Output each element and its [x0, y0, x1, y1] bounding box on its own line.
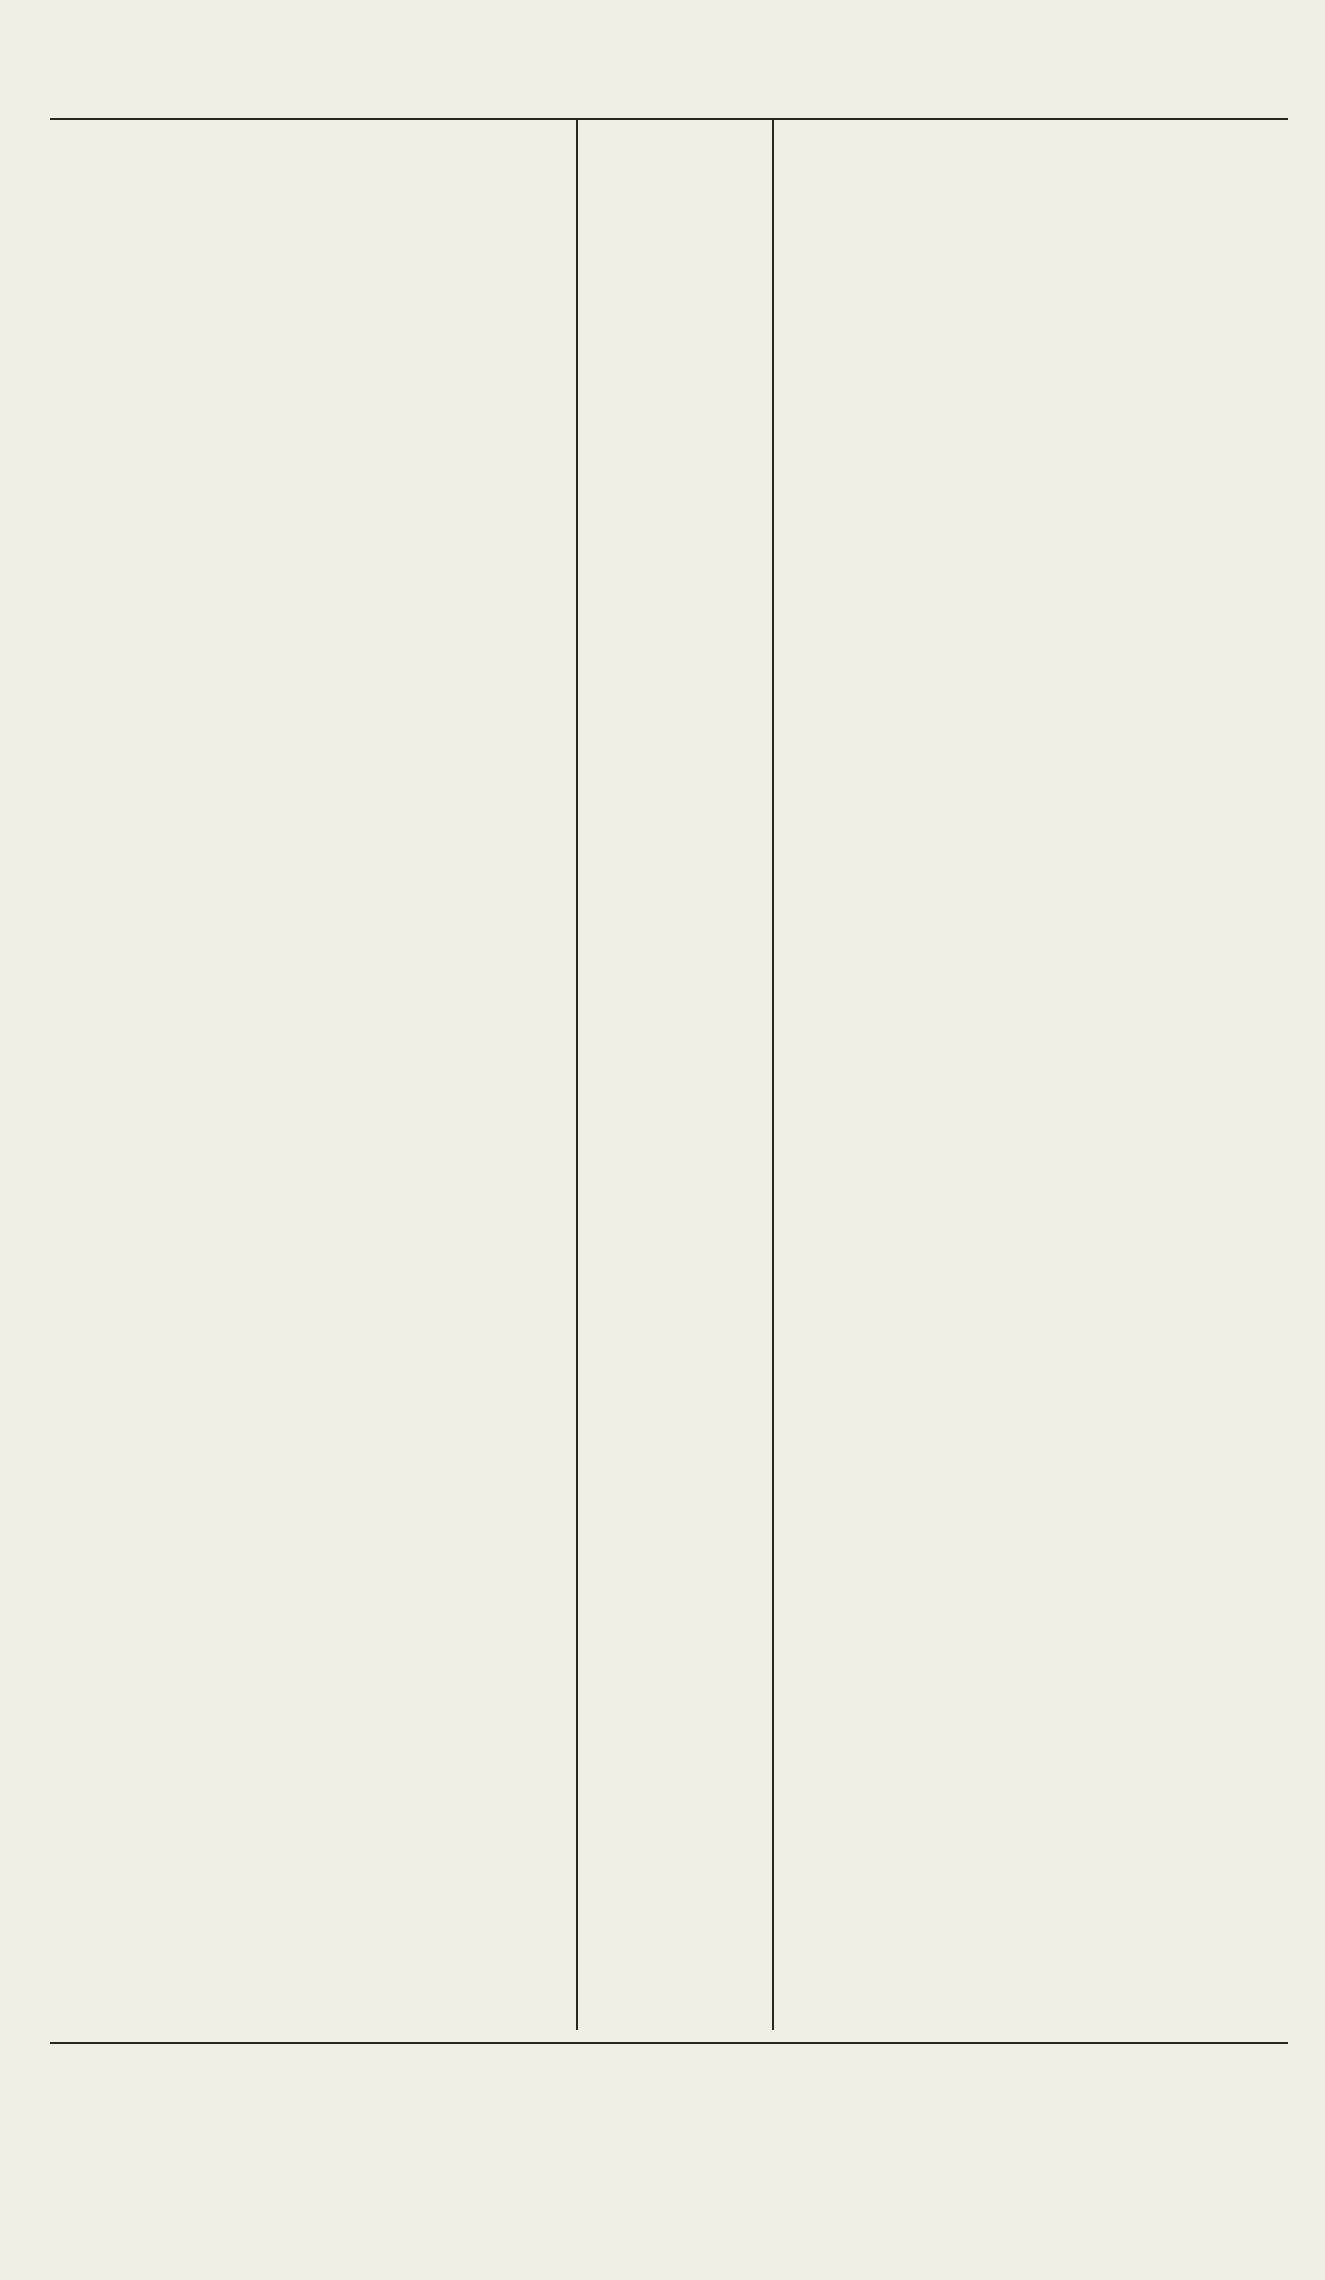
column-divider-left — [576, 120, 578, 2030]
running-header — [0, 58, 1325, 108]
footnote-rule — [50, 2042, 1288, 2044]
column-divider-right — [772, 120, 774, 2030]
header-rule — [50, 118, 1288, 120]
